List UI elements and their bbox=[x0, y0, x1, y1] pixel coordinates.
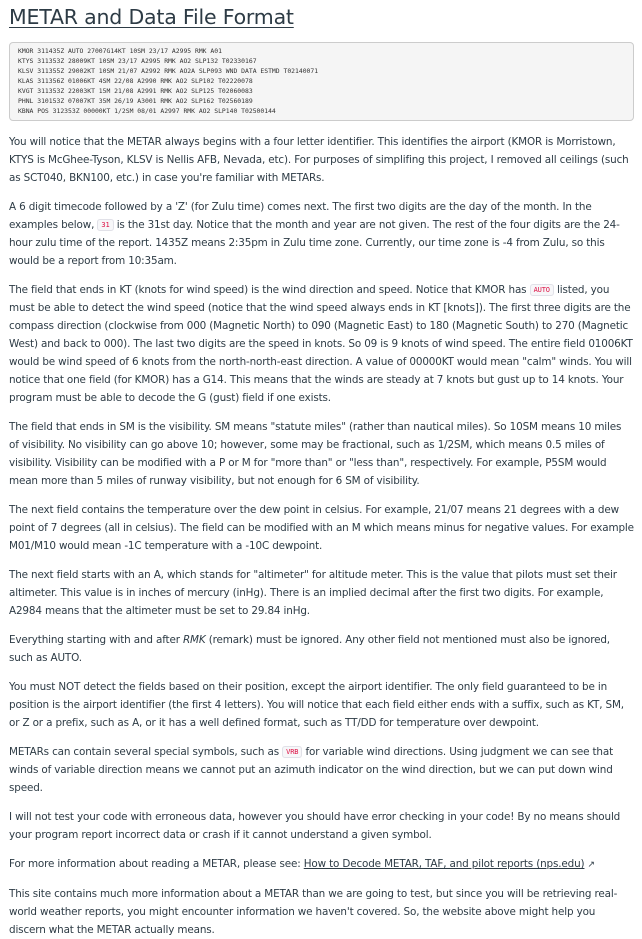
code-line: KBNA POS 312353Z 00000KT 1/2SM 08/01 A2997 RMK AO2 SLP140 T02500144 bbox=[18, 107, 276, 115]
paragraph-site-info: This site contains much more information about a METAR than we are going to test, but since you will be retrieving real-world weather reports, you might encounter information we haven't covered. So, the website above might help you discern what the METAR actually means. bbox=[9, 888, 618, 936]
paragraph-text: is the 31st day. Notice that the month and year are not given. The rest of the four digits are the 24-hour zulu time of the report. 1435Z means 2:35pm in Zulu time zone. Currently, our time zone is -4 from Zulu, so this would be a report from 10:35am. bbox=[9, 219, 620, 267]
paragraph-text: METARs can contain several special symbols, such as bbox=[9, 746, 279, 758]
inline-code-31: 31 bbox=[97, 219, 113, 231]
metar-decode-link[interactable]: How to Decode METAR, TAF, and pilot reports (nps.edu) bbox=[303, 858, 585, 870]
paragraph-text: For more information about reading a METAR, please see: bbox=[9, 858, 301, 870]
paragraph-special-symbols bbox=[9, 743, 634, 797]
paragraph-altimeter: The next field starts with an A, which stands for "altimeter" for altitude meter. This is the value that pilots must set their altimeter. This value is in inches of mercury (inHg). There is an implied decimal after the first two digits. For example, A2984 means that the altimeter must be set to 29.84 inHg. bbox=[9, 569, 617, 617]
paragraph-text: (remark) must be ignored. Any other field not mentioned must also be ignored, such as AUTO. bbox=[9, 634, 610, 664]
paragraph-error-checking: I will not test your code with erroneous data, however you should have error checking in your code! By no means should your program report incorrect data or crash if it cannot understand a given symbol. bbox=[9, 811, 621, 841]
inline-code-auto: AUTO bbox=[530, 284, 554, 296]
code-line: KLAS 311356Z 01006KT 4SM 22/08 A2990 RMK AO2 SLP102 T02220078 bbox=[18, 77, 253, 85]
paragraph-text: for variable wind directions. Using judgment we can see that winds of variable direction means we cannot put an azimuth indicator on the wind direction, but we can put down wind speed. bbox=[9, 746, 614, 794]
paragraph-identifier: You will notice that the METAR always begins with a four letter identifier. This identifies the airport (KMOR is Morristown, KTYS is McGhee-Tyson, KLSV is Nellis AFB, Nevada, etc). For purposes of simplifing this project, I removed all ceilings (such as SCT040, BKN100, etc.) in case you're familiar with METARs. bbox=[9, 136, 629, 184]
code-line: KTYS 311353Z 28009KT 10SM 23/17 A2995 RMK AO2 SLP132 T02330167 bbox=[18, 57, 257, 65]
paragraph-more-info bbox=[9, 855, 634, 874]
paragraph-timecode bbox=[9, 198, 634, 270]
code-line: KMOR 311435Z AUTO 27007G14KT 10SM 23/17 A2995 RMK A01 bbox=[18, 47, 222, 55]
paragraph-text: Everything starting with and after bbox=[9, 634, 180, 646]
paragraph-text: The field that ends in KT (knots for wind speed) is the wind direction and speed. Notice that KMOR has bbox=[9, 284, 527, 296]
paragraph-text: listed, you must be able to detect the wind speed (notice that the wind speed always ends in KT [knots]). The first three digits are the compass direction (clockwise from 000 (Magnetic North) to 090 (Magnetic East) to 180 (Magnetic South) to 270 (Magnetic West) and back to 000). The last two digits are the speed in knots. So 09 is 9 knots of wind speed. The entire field 01006KT would be wind speed of 6 knots from the north-north-east direction. A value of 00000KT would mean "calm" winds. You will notice that one field (for KMOR) has a G14. This means that the winds are steady at 7 knots but gust up to 14 knots. Your program must be able to decode the G (gust) field if one exists. bbox=[9, 284, 633, 404]
code-line: KVGT 311353Z 22003KT 15M 21/08 A2991 RMK AO2 SLP125 T02060083 bbox=[18, 87, 253, 95]
code-line: PHNL 310153Z 07007KT 35M 26/19 A3001 RMK AO2 SLP162 T02560189 bbox=[18, 97, 253, 105]
paragraph-temperature: The next field contains the temperature over the dew point in celsius. For example, 21/07 means 21 degrees with a dew point of 7 degrees (all in celsius). The field can be modified with an M which means minus for negative values. For example M01/M10 would mean -1C temperature with a -10C dewpoint. bbox=[9, 504, 634, 552]
paragraph-wind bbox=[9, 281, 634, 407]
paragraph-text: A 6 digit timecode followed by a 'Z' (for Zulu time) comes next. The first two digits are the day of the month. In the examples below, bbox=[9, 201, 592, 231]
page-title: METAR and Data File Format bbox=[9, 5, 294, 29]
inline-code-vrb: VRB bbox=[282, 746, 302, 758]
paragraph-position: You must NOT detect the fields based on their position, except the airport identifier. The only field guaranteed to be in position is the airport identifier (the first 4 letters). You will notice that each field either ends with a suffix, such as KT, SM, or Z or a prefix, such as A, or it has a well defined format, such as TT/DD for temperature over dewpoint. bbox=[9, 681, 624, 729]
paragraph-visibility: The field that ends in SM is the visibility. SM means "statute miles" (rather than nautical miles). So 10SM means 10 miles of visibility. No visibility can go above 10; however, some may be fractional, such as 1/2SM, which means 0.5 miles of visibility. Visibility can be modified with a P or M for "more than" or "less than", respectively. For example, P5SM would mean more than 5 miles of runway visibility, but not enough for 6 SM of visibility. bbox=[9, 421, 622, 487]
paragraph-remark bbox=[9, 631, 634, 667]
metar-code-block bbox=[9, 42, 634, 121]
external-link-icon: ↗ bbox=[587, 860, 595, 870]
remark-emphasis: RMK bbox=[182, 634, 206, 646]
code-line: KLSV 311355Z 29002KT 10SM 21/07 A2992 RMK AO2A SLP093 WND DATA ESTMD T02140071 bbox=[18, 67, 319, 75]
